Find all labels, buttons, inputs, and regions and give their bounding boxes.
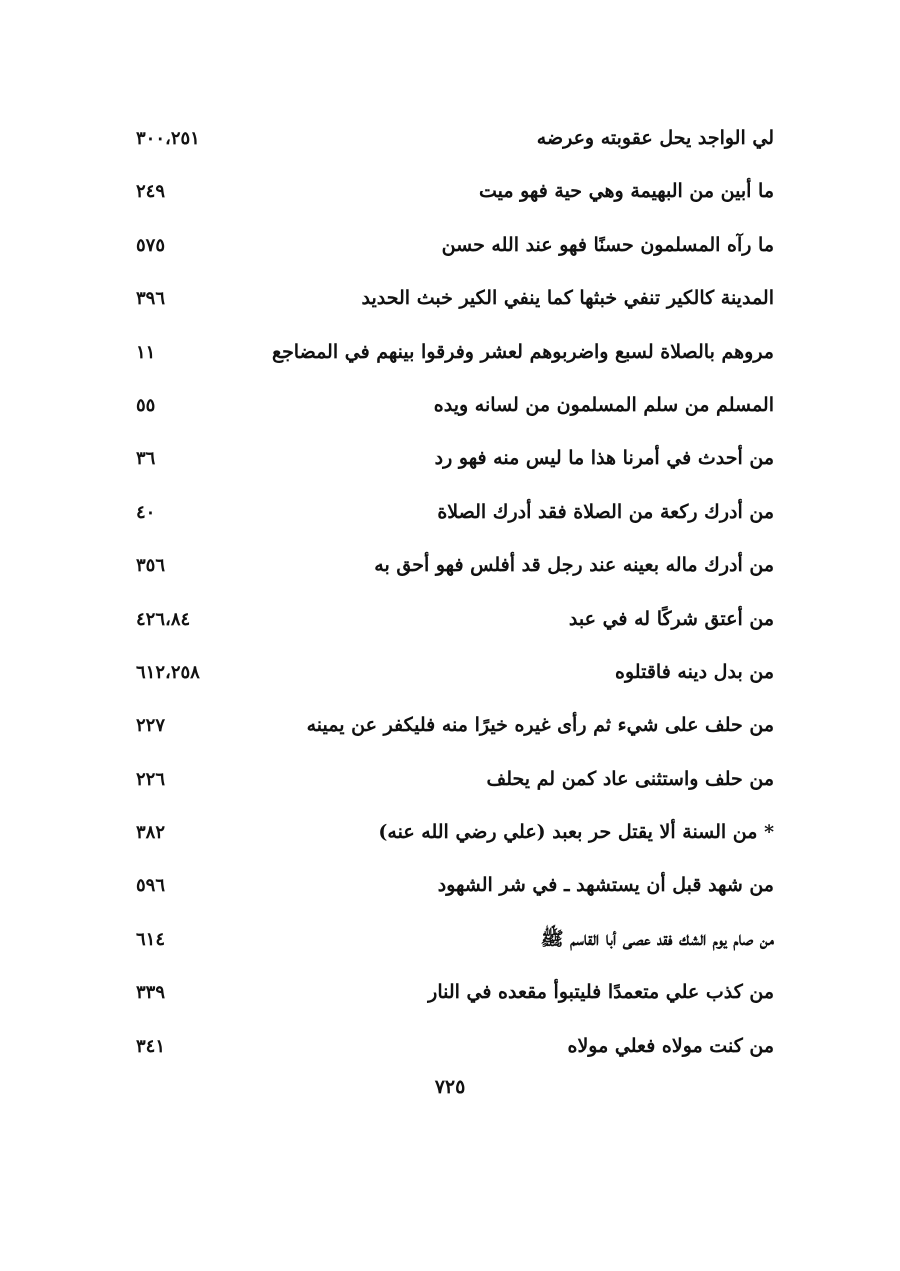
index-entry: [0, 699, 900, 752]
hadith-text: من أعتق شركًا له في عبد: [568, 607, 774, 630]
hadith-index-list: [0, 112, 900, 1073]
index-entry: [0, 859, 900, 912]
index-entry: [0, 806, 900, 859]
hadith-text: من صام يوم الشك فقد عصى أبا القاسم ﷺ: [540, 927, 774, 950]
index-entry: [0, 966, 900, 1019]
hadith-text: من أحدث في أمرنا هذا ما ليس منه فهو رد: [434, 447, 774, 470]
page-references: ٤٠: [136, 501, 156, 523]
page-references: ٢٢٧: [136, 715, 166, 737]
hadith-text: المسلم من سلم المسلمون من لسانه ويده: [433, 393, 774, 416]
page-references: ٦١٢،٢٥٨: [136, 661, 200, 683]
hadith-text: من شهد قبل أن يستشهد ـ في شر الشهود: [437, 874, 774, 897]
hadith-text: من بدل دينه فاقتلوه: [615, 660, 774, 683]
page-references: ٥٥: [136, 394, 156, 416]
page-references: ٣٠٠،٢٥١: [136, 128, 200, 149]
page-references: ٤٢٦،٨٤: [136, 608, 191, 630]
index-entry: [0, 379, 900, 432]
hadith-text: من أدرك ركعة من الصلاة فقد أدرك الصلاة: [437, 500, 774, 523]
index-entry: [0, 593, 900, 646]
hadith-text: من حلف على شيء ثم رأى غيره خيرًا منه فليكفر عن يمينه: [306, 714, 774, 737]
hadith-text: مروهم بالصلاة لسبع واضربوهم لعشر وفرقوا بينهم في المضاجع: [271, 340, 774, 363]
index-entry: [0, 432, 900, 485]
index-entry: [0, 486, 900, 539]
hadith-text: من أدرك ماله بعينه عند رجل قد أفلس فهو أحق به: [374, 554, 774, 577]
hadith-text: ما أبين من البهيمة وهي حية فهو ميت: [478, 180, 774, 203]
hadith-text: * من السنة ألا يقتل حر بعبد (علي رضي الله عنه): [378, 821, 774, 844]
page-references: ٣٦: [136, 448, 156, 470]
index-entry: [0, 1020, 900, 1073]
hadith-text: من كنت مولاه فعلي مولاه: [567, 1034, 774, 1057]
page-references: ٢٤٩: [136, 181, 166, 203]
page-references: ٥٧٥: [136, 234, 166, 256]
page-number: ٧٢٥: [434, 1076, 466, 1098]
page-references: ١١: [136, 341, 156, 363]
hadith-text: لي الواجد يحل عقوبته وعرضه: [536, 127, 774, 149]
hadith-text: من كذب علي متعمدًا فليتبوأ مقعده في النار: [428, 981, 774, 1004]
page-references: ٦١٤: [136, 928, 166, 950]
index-entry: [0, 165, 900, 218]
page-references: ٣٤١: [136, 1035, 166, 1057]
page-references: ٢٢٦: [136, 768, 166, 790]
index-entry: [0, 646, 900, 699]
hadith-text: المدينة كالكير تنفي خبثها كما ينفي الكير خبث الحديد: [361, 287, 774, 310]
page-references: ٣٥٦: [136, 555, 166, 577]
page-references: ٥٩٦: [136, 875, 166, 897]
index-entry: [0, 112, 900, 165]
index-entry: [0, 913, 900, 966]
page-references: ٣٩٦: [136, 288, 166, 310]
page-references: ٣٨٢: [136, 822, 166, 844]
index-entry: [0, 753, 900, 806]
index-entry: [0, 326, 900, 379]
hadith-text: ما رآه المسلمون حسنًا فهو عند الله حسن: [441, 233, 774, 256]
index-entry: [0, 539, 900, 592]
index-entry: [0, 272, 900, 325]
hadith-text: من حلف واستثنى عاد كمن لم يحلف: [486, 767, 774, 790]
page-references: ٣٣٩: [136, 982, 166, 1004]
index-entry: [0, 219, 900, 272]
